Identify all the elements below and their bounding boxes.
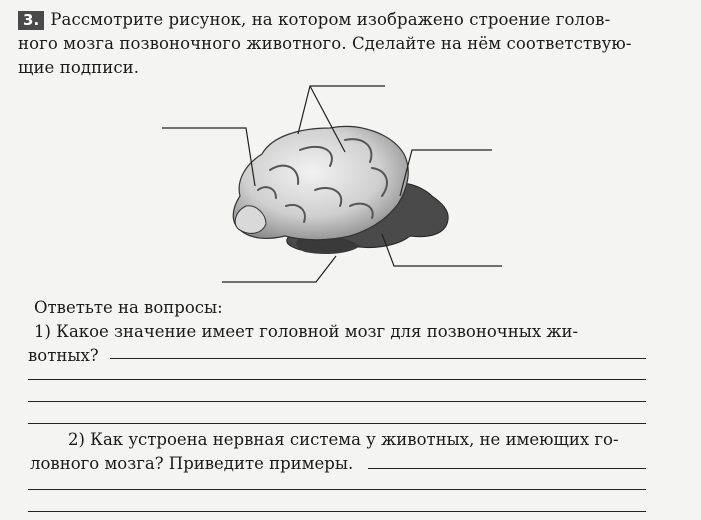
answer-line-q1-4[interactable] (28, 423, 646, 424)
question-1-line-2: вотных? (28, 346, 99, 365)
questions-heading: Ответьте на вопросы: (34, 298, 223, 317)
answer-line-q2-1[interactable] (368, 468, 646, 469)
task-line-2: ного мозга позвоночного животного. Сделайте на нём соответствую- (18, 34, 632, 53)
answer-line-q1-2[interactable] (28, 379, 646, 380)
question-1-line-1: 1) Какое значение имеет головной мозг для позвоночных жи- (34, 322, 579, 341)
task-line-3: щие подписи. (18, 58, 140, 77)
question-2-line-2: ловного мозга? Приведите примеры. (30, 454, 354, 473)
task-line-1: 3. Рассмотрите рисунок, на котором изображено строение голов- (18, 8, 658, 32)
answer-line-q1-3[interactable] (28, 401, 646, 402)
question-2-line-1: 2) Как устроена нервная система у животных, не имеющих го- (68, 430, 619, 449)
task-number: 3. (18, 11, 44, 30)
answer-line-q1-1[interactable] (110, 358, 646, 359)
answer-line-q2-3[interactable] (28, 511, 646, 512)
answer-line-q2-2[interactable] (28, 489, 646, 490)
